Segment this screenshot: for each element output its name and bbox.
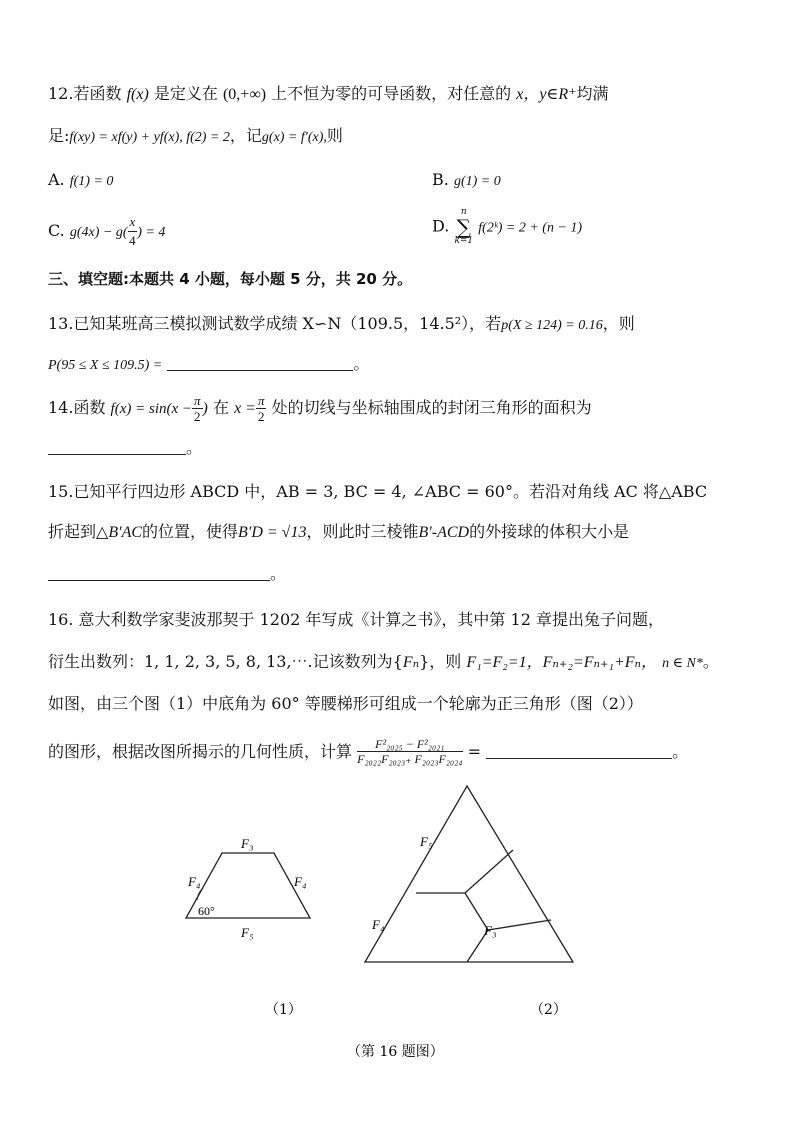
q15-bd: B′D = √13 — [238, 524, 307, 541]
fig2-caption: （2） — [530, 1002, 567, 1018]
q12-text-a: 若函数 — [73, 84, 122, 103]
option-d-label: D. — [432, 216, 455, 236]
q16-frac-num: F²₂₀₂₅ − F²₂₀₂₁ — [357, 738, 462, 752]
fig1-bottom-label: F₅ — [241, 925, 254, 940]
q14-frac-1-den: 2 — [194, 409, 201, 424]
q12-domain: (0,+∞) — [222, 86, 267, 103]
q13-ask: P(95 ≤ X ≤ 109.5) = — [48, 358, 163, 373]
q15-text-e: 的外接球的体积大小是 — [469, 522, 630, 541]
fig1-right-label: F₄ — [294, 874, 307, 889]
option-c-math-b: ) = 4 — [137, 225, 166, 240]
q14-func-a: f(x) = sin(x − — [110, 401, 193, 417]
q12-text-e: 足: — [48, 126, 70, 145]
section-3-title: 三、填空题:本题共 4 小题，每小题 5 分，共 20 分。 — [48, 270, 413, 288]
q16-fn: Fₙ — [402, 654, 420, 671]
q15-bacd: B′-ACD — [418, 524, 470, 541]
q14-x-eq: x = — [234, 400, 256, 417]
q12-text-f: ，记 — [229, 126, 262, 145]
option-d-math: f(2ᵏ) = 2 + (n − 1) — [478, 220, 583, 236]
q16-line3: 如图，由三个图（1）中底角为 60° 等腰梯形可组成一个轮廓为正三角形（图（2）） — [48, 694, 643, 713]
q14-end: 。 — [186, 438, 203, 457]
q12-text-g: 则 — [326, 126, 343, 145]
option-a-label: A. — [48, 170, 70, 189]
q14-text-a: 14.函数 — [48, 398, 106, 417]
q13-end: 。 — [353, 354, 370, 373]
q14-frac-2-den: 2 — [257, 409, 265, 424]
outer-triangle — [365, 786, 573, 962]
q12-text-b: 是定义在 — [153, 84, 218, 103]
option-b-math: g(1) = 0 — [453, 174, 501, 189]
q12-text-d: 均满 — [576, 84, 609, 103]
q16-line4-a: 的图形，根据改图所揭示的几何性质，计算 — [48, 742, 353, 761]
q14-frac-2-num: π — [257, 393, 265, 408]
inner-line-4 — [465, 850, 513, 893]
fig1-left-label: F₄ — [188, 874, 201, 889]
q16-line2-e: 。 — [702, 652, 719, 671]
fig1-top-label: F₃ — [241, 836, 254, 851]
option-c-frac-num: x — [128, 214, 138, 232]
inner-line-5 — [488, 920, 551, 930]
q13-text-a: 13.已知某班高三模拟测试数学成绩 X∽N（109.5，14.5²），若 — [48, 314, 502, 333]
option-b-label: B. — [432, 170, 454, 189]
fig1-angle-label: 60° — [198, 904, 215, 918]
q15-text-c: 的位置，使得 — [142, 522, 239, 541]
option-c-math-a: g(4x) − g( — [69, 225, 128, 240]
sigma-bottom: k=1 — [454, 236, 474, 246]
q16-line2-a: 衍生出数列：1, 1, 2, 3, 5, 8, 13,⋯.记该数列为{ — [48, 652, 403, 671]
q16-line2-b: }，则 — [419, 652, 462, 671]
fig2-f4-label: F₄ — [372, 917, 385, 932]
q14-text-b: 在 — [212, 398, 229, 417]
q12-equation: f(xy) = xf(y) + yf(x), f(2) = 2 — [69, 130, 230, 145]
q16-recurrence: F₁=F₂=1，Fₙ₊₂=Fₙ₊₁+Fₙ， — [466, 654, 658, 671]
figure-2-triangle — [365, 786, 573, 962]
sigma-top: n — [460, 207, 467, 217]
option-c-label: C. — [48, 221, 70, 240]
sigma-symbol: ∑ — [456, 215, 471, 239]
figure-caption: （第 16 题图） — [347, 1044, 444, 1060]
q16-line1: 16. 意大利数学家斐波那契于 1202 年写成《计算之书》，其中第 12 章提出兔子问题， — [48, 610, 664, 629]
q13-text-b: ，则 — [602, 314, 635, 333]
q15-end: 。 — [270, 564, 287, 583]
q12-gdef: g(x) = f′(x), — [261, 130, 327, 145]
q16-frac-den: F₂₀₂₂F₂₀₂₃₊ F₂₀₂₃F₂₀₂₄ — [357, 752, 463, 766]
q16-n-domain: n ∈ N* — [662, 656, 703, 671]
option-c-frac-den: 4 — [129, 233, 136, 248]
q12-vars: x，y∈R⁺ — [516, 86, 577, 103]
q16-end: 。 — [672, 742, 689, 761]
q12-text-c: 上不恒为零的可导函数，对任意的 — [271, 84, 512, 103]
q12-number: 12. — [48, 84, 74, 103]
fig2-f5-label: F₅ — [420, 834, 433, 849]
q14-frac-1-num: π — [194, 393, 201, 408]
q12-fx: f(x) — [126, 86, 149, 103]
q16-eq: = — [467, 742, 482, 761]
q13-condition: p(X ≥ 124) = 0.16 — [501, 318, 603, 333]
q15-text-b: 折起到△ — [48, 522, 109, 541]
q15-line1: 15.已知平行四边形 ABCD 中，AB = 3, BC = 4, ∠ABC = 60°。若沿对角线 AC 将△ABC — [48, 482, 708, 501]
fig2-f3-label: F₃ — [484, 923, 497, 938]
option-a-math: f(1) = 0 — [69, 174, 114, 189]
fig1-caption: （1） — [265, 1002, 302, 1018]
q15-bac: B′AC — [108, 524, 143, 541]
q14-func-b: ) — [202, 400, 208, 417]
q14-text-c: 处的切线与坐标轴围成的封闭三角形的面积为 — [271, 398, 592, 417]
q15-text-d: ，则此时三棱锥 — [306, 522, 419, 541]
